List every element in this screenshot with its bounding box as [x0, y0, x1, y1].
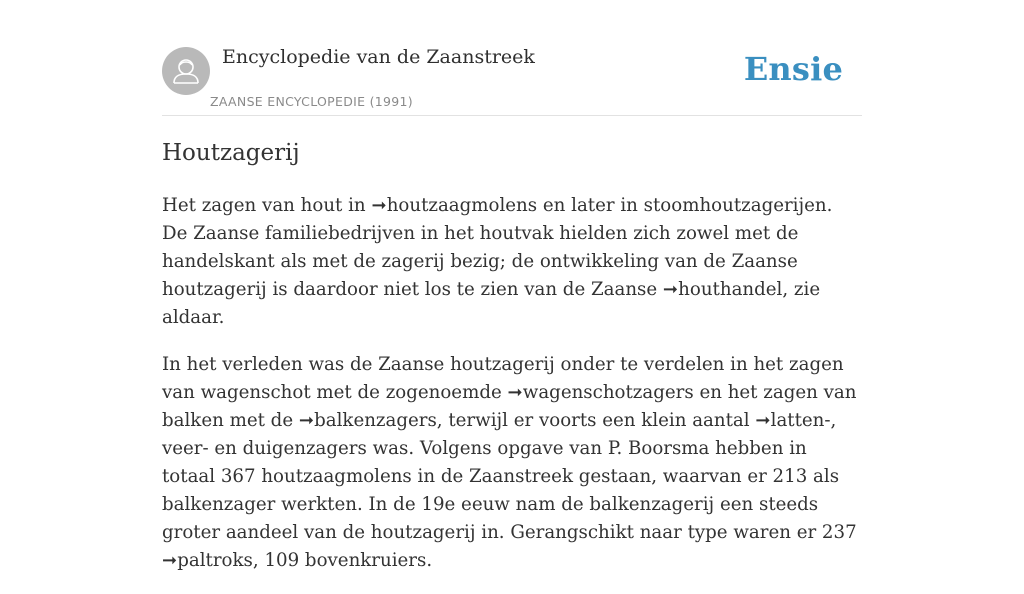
- header: [162, 0, 862, 116]
- text-span: en het zagen van balken met de: [162, 382, 857, 431]
- arrow-icon: ➞: [507, 382, 523, 403]
- arrow-icon: ➞: [162, 550, 178, 571]
- article-body: [162, 192, 862, 594]
- article-title: Houtzagerij: [162, 140, 300, 166]
- link-label: balkenzagers: [314, 410, 437, 431]
- source-subtitle[interactable]: ZAANSE ENCYCLOPEDIE (1991): [210, 94, 413, 109]
- link-paltroks[interactable]: [162, 550, 253, 571]
- text-span: , veer- en duigenzagers was. Volgens opgave van P. Boorsma hebben in totaal 367 houtzaagmolens in de Zaanstreek gestaan, waarvan er 213 als balkenzager werkten. In de 19e eeuw nam de balkenzagerij een steeds groter aandeel van de houtzagerij in. Gerangschikt naar type waren er 237: [162, 410, 857, 543]
- text-span: , terwijl er voorts een klein aantal: [436, 410, 756, 431]
- link-wagenschotzagers[interactable]: [508, 382, 694, 403]
- arrow-icon: ➞: [298, 410, 315, 431]
- text-span: Het zagen van hout in: [162, 195, 372, 216]
- link-label: paltroks: [177, 550, 253, 571]
- arrow-icon: ➞: [662, 279, 679, 300]
- paragraph-1: [162, 192, 862, 332]
- source-title[interactable]: Encyclopedie van de Zaanstreek: [222, 46, 535, 68]
- link-houtzaagmolens[interactable]: [371, 195, 537, 216]
- arrow-icon: ➞: [755, 410, 771, 431]
- link-balkenzagers[interactable]: [299, 410, 437, 431]
- link-label: houtzaagmolens: [386, 195, 538, 216]
- text-span: en later in stoomhoutzagerijen. De Zaanse familiebedrijven in het houtvak hielden zich zowel met de handelskant als met de zagerij bezig; de ontwikkeling van de Zaanse houtzagerij is daardoor niet los te zien van de Zaanse: [162, 195, 833, 300]
- text-span: In het verleden was de Zaanse houtzagerij onder te verdelen in het zagen van wagenschot met de zogenoemde: [162, 354, 844, 403]
- arrow-icon: ➞: [371, 195, 387, 216]
- page: [162, 0, 862, 571]
- text-span: , zie aldaar.: [162, 279, 821, 328]
- link-latten[interactable]: [755, 410, 830, 431]
- user-icon-graphic: [162, 47, 210, 95]
- paragraph-2: [162, 351, 862, 575]
- user-icon[interactable]: [162, 47, 210, 95]
- link-label: wagenschotzagers: [522, 382, 694, 403]
- link-houthandel[interactable]: [663, 279, 782, 300]
- ensie-logo[interactable]: Ensie: [743, 50, 843, 88]
- link-label: latten-: [770, 410, 831, 431]
- link-label: houthandel: [678, 279, 783, 300]
- text-span: , 109 bovenkruiers.: [252, 550, 433, 571]
